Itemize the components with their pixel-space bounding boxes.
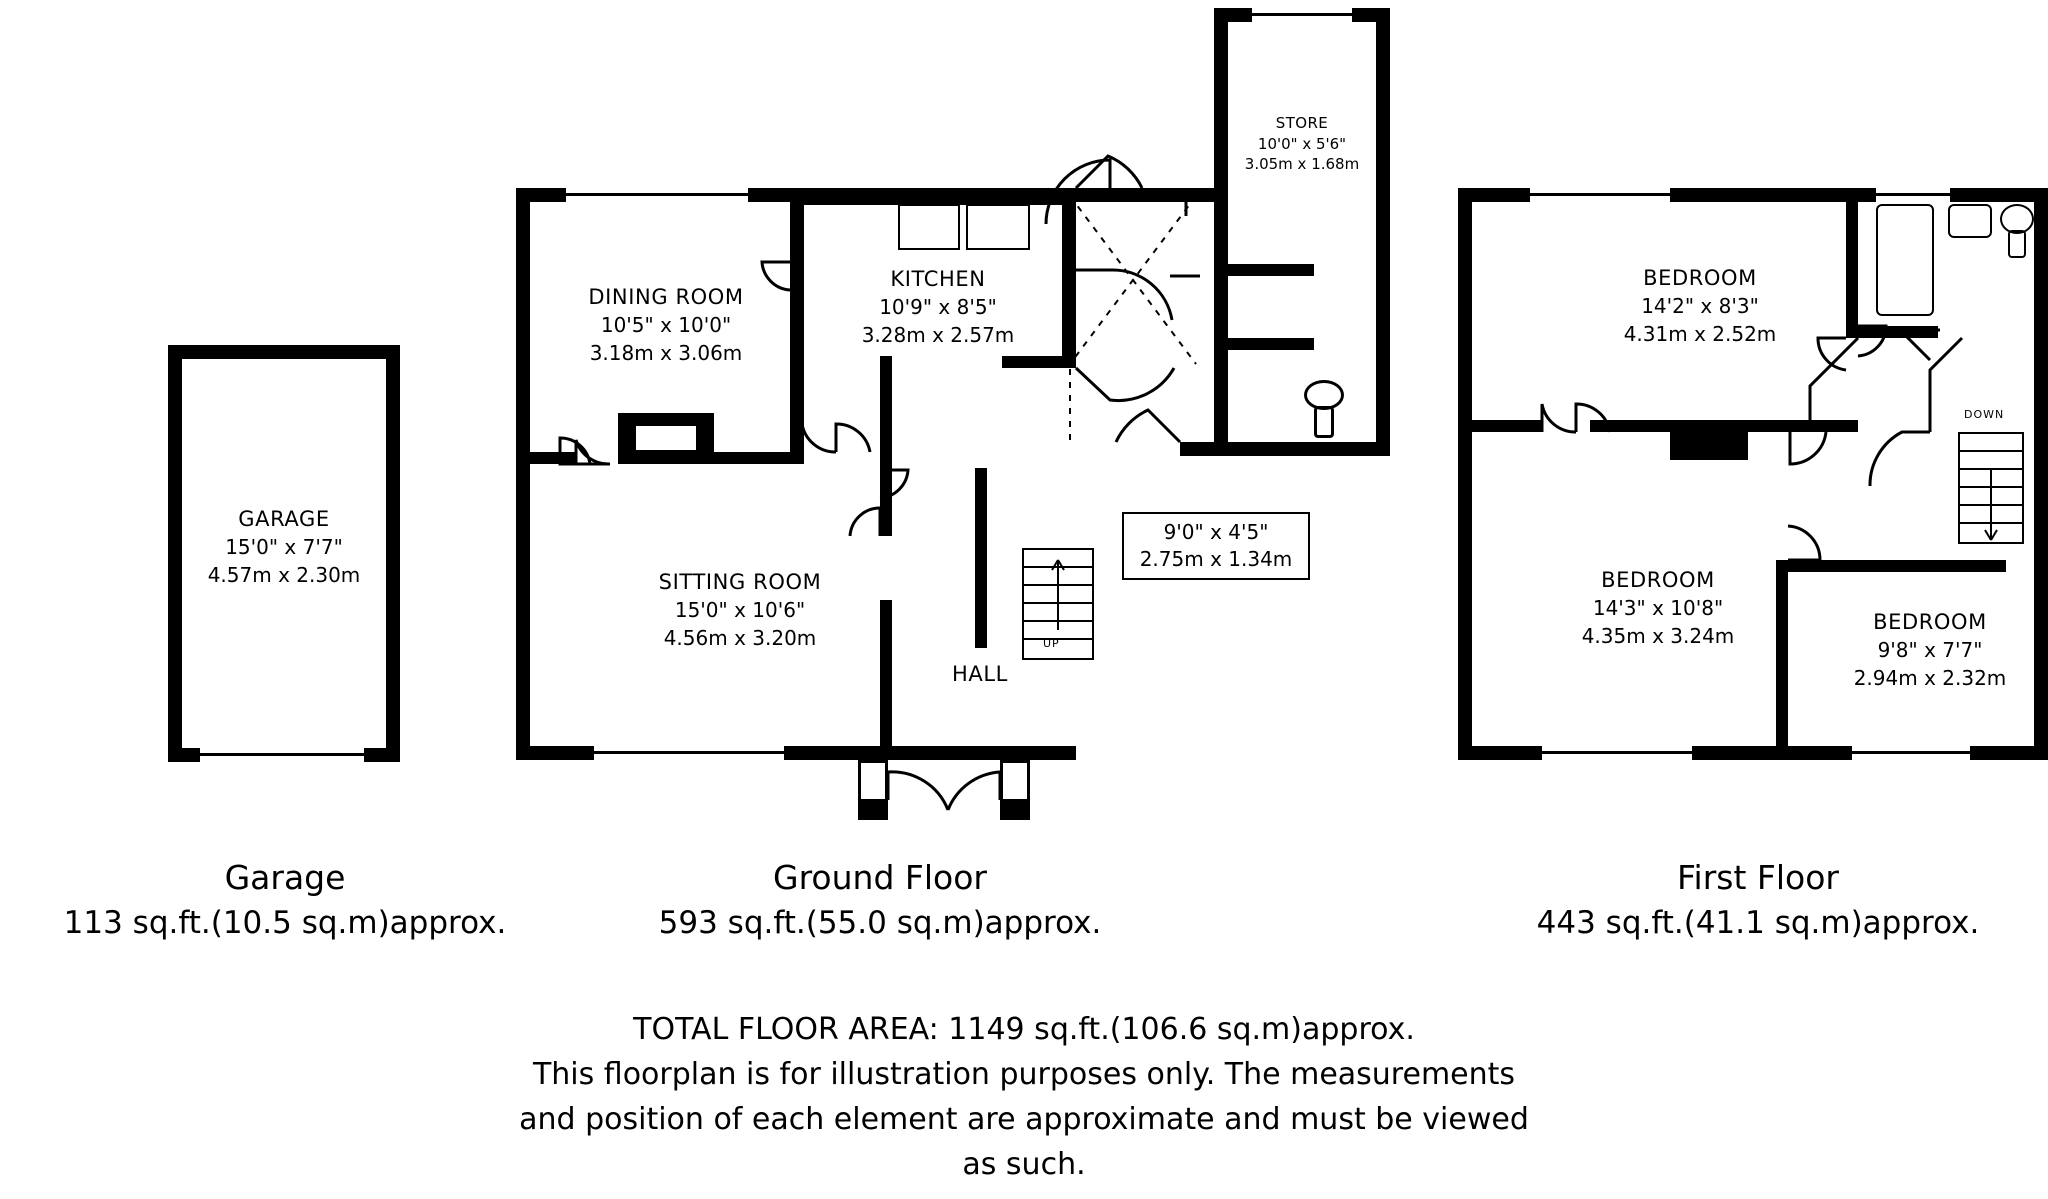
ff-wall-left [1458, 188, 1472, 760]
footer-disclaimer-line-1: This floorplan is for illustration purposes only. The measurements [532, 1057, 1516, 1092]
room-dim-imperial: 10'0" x 5'6" [1257, 134, 1347, 153]
gf-window-bottom-line [594, 751, 784, 754]
ff-stair-tread-1 [1958, 450, 2024, 452]
gf-stair-tread-4 [1022, 620, 1094, 622]
caption-garage [0, 858, 570, 941]
ff-stair-tread-2 [1958, 468, 2024, 470]
gf-wall-left [516, 188, 530, 760]
room-label-garage [168, 505, 400, 589]
gf-store-wall-left [1214, 8, 1228, 456]
gf-wall-hall-left-lower [880, 600, 892, 750]
ff-washbasin [1948, 204, 1992, 238]
caption-title: Garage [224, 858, 346, 897]
gf-fireplace-recess [636, 426, 696, 450]
gf-wall-kitchen-right [1062, 188, 1076, 368]
ff-chimney-breast [1670, 420, 1748, 460]
room-dim-metric: 2.94m x 2.32m [1853, 665, 2007, 690]
gf-store-wall-bottom [1214, 442, 1390, 456]
dimension-callout-wc [1122, 512, 1310, 580]
room-dim-imperial: 15'0" x 10'6" [674, 597, 806, 622]
ff-staircase [1958, 432, 2024, 544]
room-dim-imperial: 9'8" x 7'7" [1877, 637, 1983, 662]
room-dim-metric: 3.18m x 3.06m [589, 340, 743, 365]
footer-total-area: TOTAL FLOOR AREA: 1149 sq.ft.(106.6 sq.m)approx. [633, 1012, 1415, 1047]
room-dim-imperial: 10'9" x 8'5" [879, 294, 997, 319]
gf-window-top-b-line [678, 193, 748, 196]
gf-wall-dining-sitting [516, 452, 576, 464]
gf-porch-right [1000, 800, 1030, 820]
room-name: SITTING ROOM [658, 570, 822, 594]
room-label-hall [900, 660, 1060, 689]
room-dim-imperial: 14'2" x 8'3" [1641, 293, 1759, 318]
gf-kitchen-sink [898, 204, 960, 250]
gf-wc-fixture [1298, 380, 1350, 440]
garage-door-line [200, 753, 364, 756]
room-name: BEDROOM [1643, 266, 1757, 290]
ff-stair-tread-5 [1958, 522, 2024, 524]
room-dim-imperial: 15'0" x 7'7" [225, 534, 343, 559]
caption-title: First Floor [1676, 858, 1840, 897]
gf-wall-store-div [1214, 264, 1314, 276]
caption-title: Ground Floor [773, 858, 987, 897]
room-dim-metric: 3.28m x 2.57m [861, 322, 1015, 347]
room-name: KITCHEN [890, 267, 986, 291]
gf-wall-kitchen-right-lower [1002, 356, 1076, 368]
gf-window-top-a-line [566, 193, 678, 196]
ff-window-top-b-line [1876, 193, 1950, 196]
room-dim-metric: 4.35m x 3.24m [1581, 623, 1735, 648]
gf-kitchen-hob [966, 204, 1030, 250]
room-dim-metric: 4.56m x 3.20m [663, 625, 817, 650]
gf-porch-side-right [1000, 760, 1030, 802]
callout-dim-metric: 2.75m x 1.34m [1139, 547, 1293, 571]
gf-store-wall-right [1376, 8, 1390, 456]
stair-direction-up: UP [1043, 637, 1060, 650]
gf-porch-left [858, 800, 888, 820]
room-name: BEDROOM [1873, 610, 1987, 634]
ff-wall-landing-top-2 [1590, 420, 1670, 432]
garage-wall-top [168, 345, 400, 359]
gf-stair-tread-2 [1022, 584, 1094, 586]
room-label-kitchen [812, 265, 1064, 349]
ff-window-bottom-a-line [1542, 751, 1692, 754]
gf-wall-link-top [1110, 188, 1214, 202]
caption-first-floor [1468, 858, 2048, 941]
room-dim-metric: 4.57m x 2.30m [207, 562, 361, 587]
ff-window-bottom-b-line [1852, 751, 1970, 754]
gf-store-window-line [1252, 13, 1352, 16]
room-name: HALL [952, 662, 1008, 686]
ff-bathtub [1876, 204, 1934, 316]
ff-wall-landing-top-3 [1748, 420, 1858, 432]
room-dim-metric: 4.31m x 2.52m [1623, 321, 1777, 346]
footer-disclaimer-line-2: and position of each element are approximate and must be viewed [519, 1102, 1529, 1137]
ff-wall-bath-left [1846, 188, 1858, 338]
ff-wall-landing-top [1458, 420, 1542, 432]
gf-wall-hall-div [975, 468, 987, 648]
room-name: STORE [1275, 114, 1329, 132]
room-label-dining-room [536, 283, 796, 367]
room-label-store [1190, 113, 1414, 175]
gf-wall-link-bottom [1180, 442, 1220, 456]
ff-stair-tread-3 [1958, 486, 2024, 488]
room-name: BEDROOM [1601, 568, 1715, 592]
room-dim-imperial: 10'5" x 10'0" [600, 312, 732, 337]
caption-area: 113 sq.ft.(10.5 sq.m)approx. [63, 905, 507, 941]
caption-area: 443 sq.ft.(41.1 sq.m)approx. [1536, 905, 1980, 941]
ff-wall-bath-bottom [1858, 326, 1938, 338]
gf-stair-tread-1 [1022, 566, 1094, 568]
ff-window-top-a-line [1530, 193, 1670, 196]
gf-wall-wc-div [1214, 338, 1314, 350]
ff-wall-bed3-top [1776, 560, 2006, 572]
caption-area: 593 sq.ft.(55.0 sq.m)approx. [658, 905, 1102, 941]
room-label-bedroom-2 [1528, 566, 1788, 650]
room-name: GARAGE [238, 507, 330, 531]
gf-stair-tread-3 [1022, 602, 1094, 604]
room-label-bedroom-1 [1570, 264, 1830, 348]
callout-dim-imperial: 9'0" x 4'5" [1163, 520, 1269, 544]
stair-direction-down: DOWN [1964, 408, 2005, 421]
room-label-bedroom-3 [1800, 608, 2048, 692]
gf-wall-hall-left [880, 356, 892, 536]
ff-stair-tread-4 [1958, 504, 2024, 506]
ff-wc-fixture [2000, 204, 2036, 262]
room-dim-metric: 3.05m x 1.68m [1244, 155, 1360, 174]
gf-porch-side-left [858, 760, 888, 802]
caption-ground-floor [590, 858, 1170, 941]
footer-disclaimer-line-3: as such. [962, 1147, 1086, 1182]
room-name: DINING ROOM [588, 285, 744, 309]
room-dim-imperial: 14'3" x 10'8" [1592, 595, 1724, 620]
room-label-sitting-room [600, 568, 880, 652]
